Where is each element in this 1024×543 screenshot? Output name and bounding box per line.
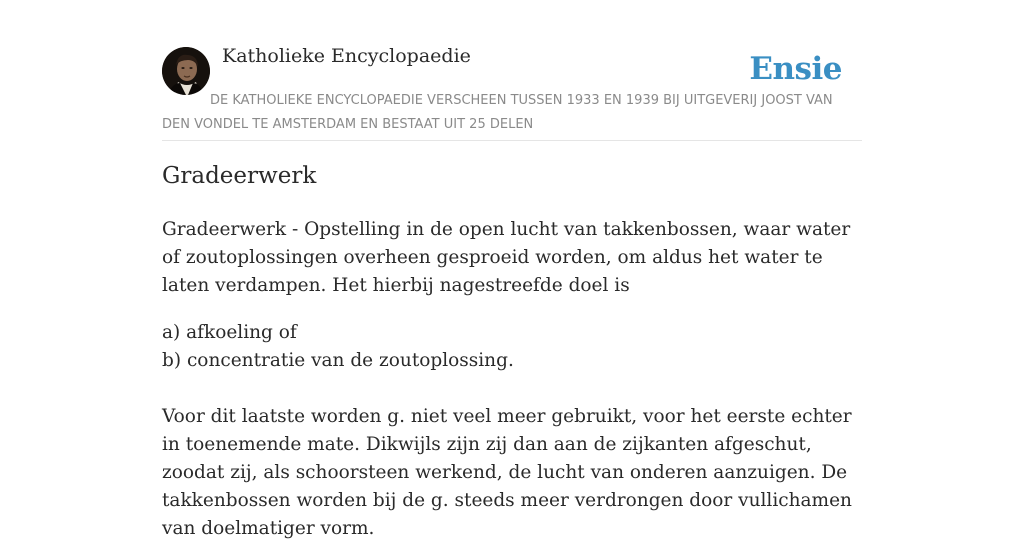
page-title: Gradeerwerk xyxy=(162,163,317,189)
article-intro: Gradeerwerk - Opstelling in de open lucht van takkenbossen, waar water of zoutoplossingen overheen gesproeid worden, om aldus het water te laten verdampen. Het hierbij nagestreefde doel is xyxy=(162,219,851,296)
site-tagline: DE KATHOLIEKE ENCYCLOPAEDIE VERSCHEEN TUSSEN 1933 EN 1939 BIJ UITGEVERIJ JOOST VAN DEN VONDEL TE AMSTERDAM EN BESTAAT UIT 25 DELEN xyxy=(162,93,833,132)
avatar[interactable] xyxy=(162,47,210,95)
article-list xyxy=(162,319,852,375)
site-header xyxy=(162,0,862,141)
list-item: a) afkoeling of xyxy=(162,322,297,343)
brand-logo[interactable]: Ensie xyxy=(749,51,842,87)
portrait-image xyxy=(162,47,210,95)
page xyxy=(162,0,862,539)
site-name[interactable]: Katholieke Encyclopaedie xyxy=(222,45,471,67)
article-paragraph: Voor dit laatste worden g. niet veel meer gebruikt, voor het eerste echter in toenemende mate. Dikwijls zijn zij dan aan de zijkanten afgeschut, zoodat zij, als schoorsteen werkend, de lucht van onderen aanzuigen. De takkenbossen worden bij de g. steeds meer verdrongen door vullichamen van doelmatiger vorm. xyxy=(162,406,852,539)
list-item: b) concentratie van de zoutoplossing. xyxy=(162,350,514,371)
